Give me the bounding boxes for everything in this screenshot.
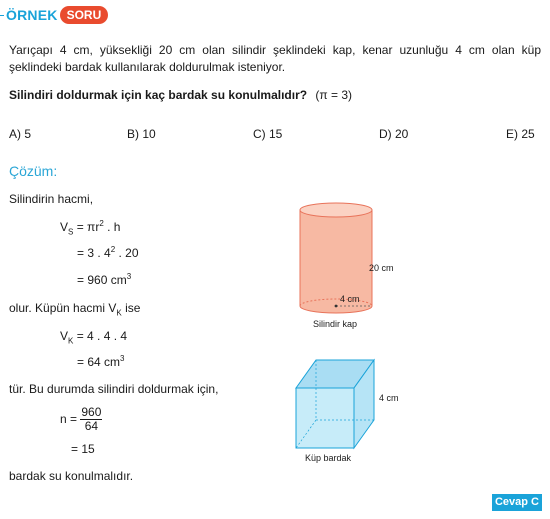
cylinder-figure: [290, 200, 420, 330]
step2-b: . 20: [118, 246, 139, 260]
vk-symbol: V: [60, 329, 69, 343]
option-d[interactable]: D) 20: [379, 127, 409, 141]
badge-question-pill: SORU: [60, 6, 109, 24]
option-e[interactable]: E) 25: [506, 127, 535, 141]
step2-power: 2: [110, 245, 116, 254]
option-a[interactable]: A) 5: [9, 127, 32, 141]
cube-intro-b: ise: [121, 301, 141, 315]
vs-symbol: V: [60, 220, 69, 234]
question-text: Yarıçapı 4 cm, yüksekliği 20 cm olan silindir şeklindeki kap, kenar uzunluğu 4 cm olan küp şeklindeki bardak kullanılarak doldurulmak isteniyor.: [9, 43, 541, 74]
solution-conclusion: bardak su konulmalıdır.: [9, 469, 134, 483]
vs-rest: . h: [103, 220, 121, 234]
step2-a: = 3 . 4: [77, 246, 111, 260]
n-fraction: [80, 406, 102, 433]
n-result: = 15: [71, 442, 95, 456]
cube-front-face: [296, 388, 354, 448]
cylinder-radius-label: 4 cm: [340, 294, 360, 304]
answer-badge: Cevap C: [492, 494, 542, 511]
cylinder-body: [300, 210, 372, 313]
vs-subscript: S: [68, 227, 74, 237]
cube-caption: Küp bardak: [305, 453, 352, 463]
vk-result: = 64 cm: [77, 355, 121, 369]
solution-title: Çözüm:: [9, 163, 58, 179]
solution-then: tür. Bu durumda silindiri doldurmak için,: [9, 382, 219, 396]
center-dot: [335, 305, 338, 308]
cube-intro-a: olur. Küpün hacmi V: [9, 301, 117, 315]
vk-subscript: K: [68, 336, 74, 346]
vs-power: 2: [99, 219, 104, 228]
n-denominator: 64: [84, 419, 99, 434]
cube-edge-label: 4 cm: [379, 393, 399, 403]
vs-eq: = πr: [73, 220, 100, 234]
cube-intro-sub: K: [116, 308, 122, 318]
option-c[interactable]: C) 15: [253, 127, 283, 141]
example-badge: [4, 6, 108, 24]
solution-intro: Silindirin hacmi,: [9, 192, 94, 206]
step3-value: = 960 cm: [77, 273, 127, 287]
n-lhs: n =: [60, 412, 81, 426]
cube-intro: [9, 301, 140, 316]
cube-volume-result: [77, 355, 124, 370]
cylinder-volume-step: [77, 246, 139, 261]
cylinder-caption: Silindir kap: [313, 319, 358, 329]
cylinder-top: [300, 203, 372, 217]
n-numerator: 960: [81, 405, 102, 420]
pi-note: (π = 3): [315, 88, 353, 102]
option-b[interactable]: B) 10: [127, 127, 156, 141]
vk-power: 3: [120, 354, 125, 363]
cylinder-volume-result: [77, 273, 131, 288]
n-formula: [60, 406, 102, 433]
cylinder-volume-formula: [60, 220, 120, 235]
cylinder-height-label: 20 cm: [369, 263, 394, 273]
step3-power: 3: [126, 272, 132, 281]
question-prompt-bold: Silindiri doldurmak için kaç bardak su konulmalıdır?: [9, 88, 308, 102]
cube-figure: [290, 352, 390, 452]
question-prompt: [9, 88, 352, 103]
cube-volume-formula: [60, 329, 127, 344]
vk-rest: = 4 . 4 . 4: [73, 329, 128, 343]
badge-example-text: ÖRNEK: [4, 6, 61, 24]
